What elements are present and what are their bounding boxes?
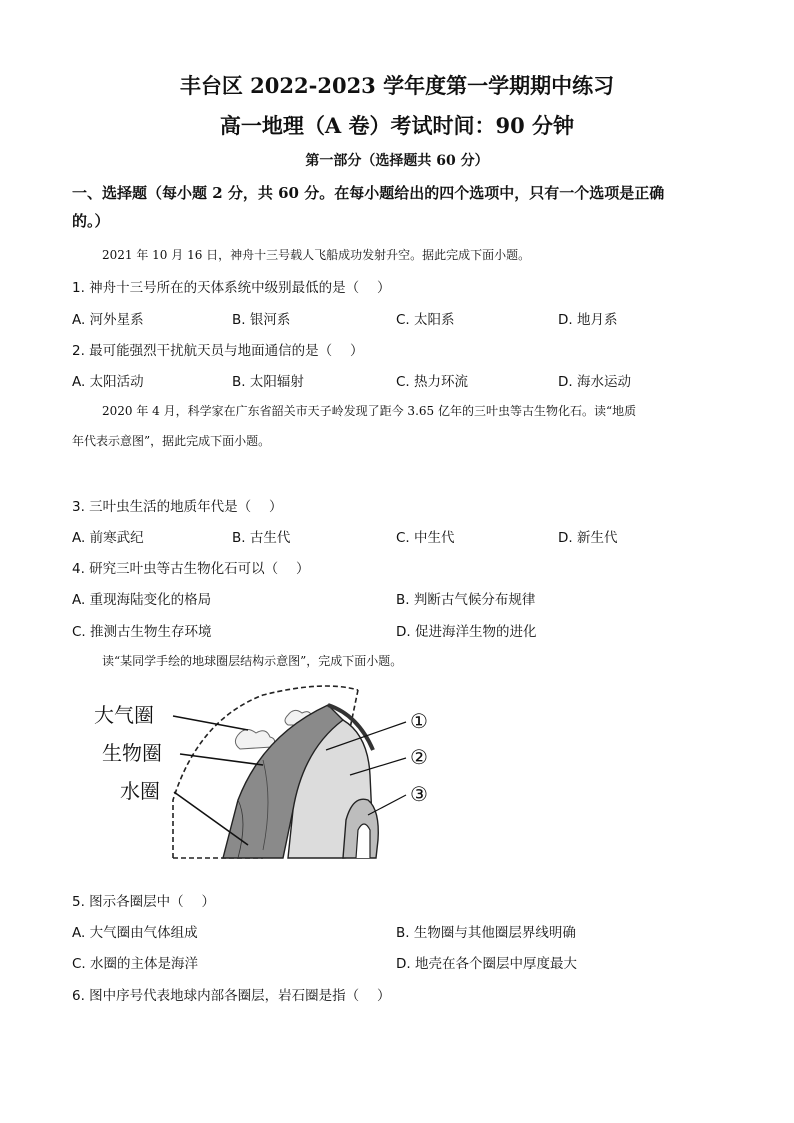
atmosphere-pointer — [173, 716, 248, 730]
question-3-option-c[interactable]: C. 中生代 — [396, 530, 455, 546]
layer-number-1: ① — [410, 709, 428, 733]
label-biosphere: 生物圈 — [102, 741, 162, 765]
exam-title: 丰台区 2022-2023 学年度第一学期期中练习 — [179, 73, 615, 98]
question-1-option-d[interactable]: D. 地月系 — [558, 312, 618, 328]
question-4-option-d[interactable]: D. 促进海洋生物的进化 — [396, 624, 537, 640]
question-4-option-a[interactable]: A. 重现海陆变化的格局 — [72, 592, 212, 608]
question-6-stem: 6. 图中序号代表地球内部各圈层，岩石圈是指（ ） — [72, 988, 391, 1004]
question-3-option-a[interactable]: A. 前寒武纪 — [72, 530, 144, 546]
earth-layer-diagram — [88, 680, 448, 870]
question-4-stem: 4. 研究三叶虫等古生物化石可以（ ） — [72, 561, 310, 577]
question-1-option-a[interactable]: A. 河外星系 — [72, 312, 144, 328]
question-3-option-d[interactable]: D. 新生代 — [558, 530, 618, 546]
question-4-option-c[interactable]: C. 推测古生物生存环境 — [72, 624, 212, 640]
question-3-stem: 3. 三叶虫生活的地质年代是（ ） — [72, 499, 283, 515]
question-3-option-b[interactable]: B. 古生代 — [232, 530, 291, 546]
question-1-option-b[interactable]: B. 银河系 — [232, 312, 291, 328]
exam-subtitle: 高一地理（A 卷）考试时间：90 分钟 — [219, 113, 575, 138]
intro-earth-layers: 读“某同学手绘的地球圈层结构示意图”，完成下面小题。 — [102, 654, 403, 668]
label-hydrosphere: 水圈 — [120, 779, 160, 803]
part-heading: 第一部分（选择题共 60 分） — [305, 153, 489, 169]
question-4-option-b[interactable]: B. 判断古气候分布规律 — [396, 592, 536, 608]
question-5-option-d[interactable]: D. 地壳在各个圈层中厚度最大 — [396, 956, 577, 972]
question-2-option-a[interactable]: A. 太阳活动 — [72, 374, 144, 390]
label-atmosphere: 大气圈 — [94, 703, 154, 727]
question-2-option-d[interactable]: D. 海水运动 — [558, 374, 631, 390]
question-2-stem: 2. 最可能强烈干扰航天员与地面通信的是（ ） — [72, 343, 364, 359]
question-5-option-c[interactable]: C. 水圈的主体是海洋 — [72, 956, 199, 972]
biosphere-pointer — [180, 754, 263, 765]
question-5-option-a[interactable]: A. 大气圈由气体组成 — [72, 925, 198, 941]
layer-number-3: ③ — [410, 782, 428, 806]
section-instructions-line1: 一、选择题（每小题 2 分，共 60 分。在每小题给出的四个选项中，只有一个选项是正确 — [72, 184, 665, 202]
intro-trilobite-line2: 年代表示意图”，据此完成下面小题。 — [72, 434, 271, 448]
question-5-stem: 5. 图示各圈层中（ ） — [72, 894, 215, 910]
intro-shenzhou: 2021 年 10 月 16 日，神舟十三号载人飞船成功发射升空。据此完成下面小题。 — [102, 248, 531, 262]
layer-3-pointer — [368, 795, 406, 815]
section-instructions-line2: 的。） — [72, 212, 110, 230]
intro-trilobite-line1: 2020 年 4 月，科学家在广东省韶关市天子岭发现了距今 3.65 亿年的三叶虫等古生物化石。读“地质 — [102, 404, 637, 418]
question-2-option-b[interactable]: B. 太阳辐射 — [232, 374, 304, 390]
cloud-icon — [235, 729, 274, 749]
question-1-option-c[interactable]: C. 太阳系 — [396, 312, 455, 328]
question-1-stem: 1. 神舟十三号所在的天体系统中级别最低的是（ ） — [72, 280, 391, 296]
layer-number-2: ② — [410, 745, 428, 769]
question-2-option-c[interactable]: C. 热力环流 — [396, 374, 469, 390]
question-5-option-b[interactable]: B. 生物圈与其他圈层界线明确 — [396, 925, 576, 941]
